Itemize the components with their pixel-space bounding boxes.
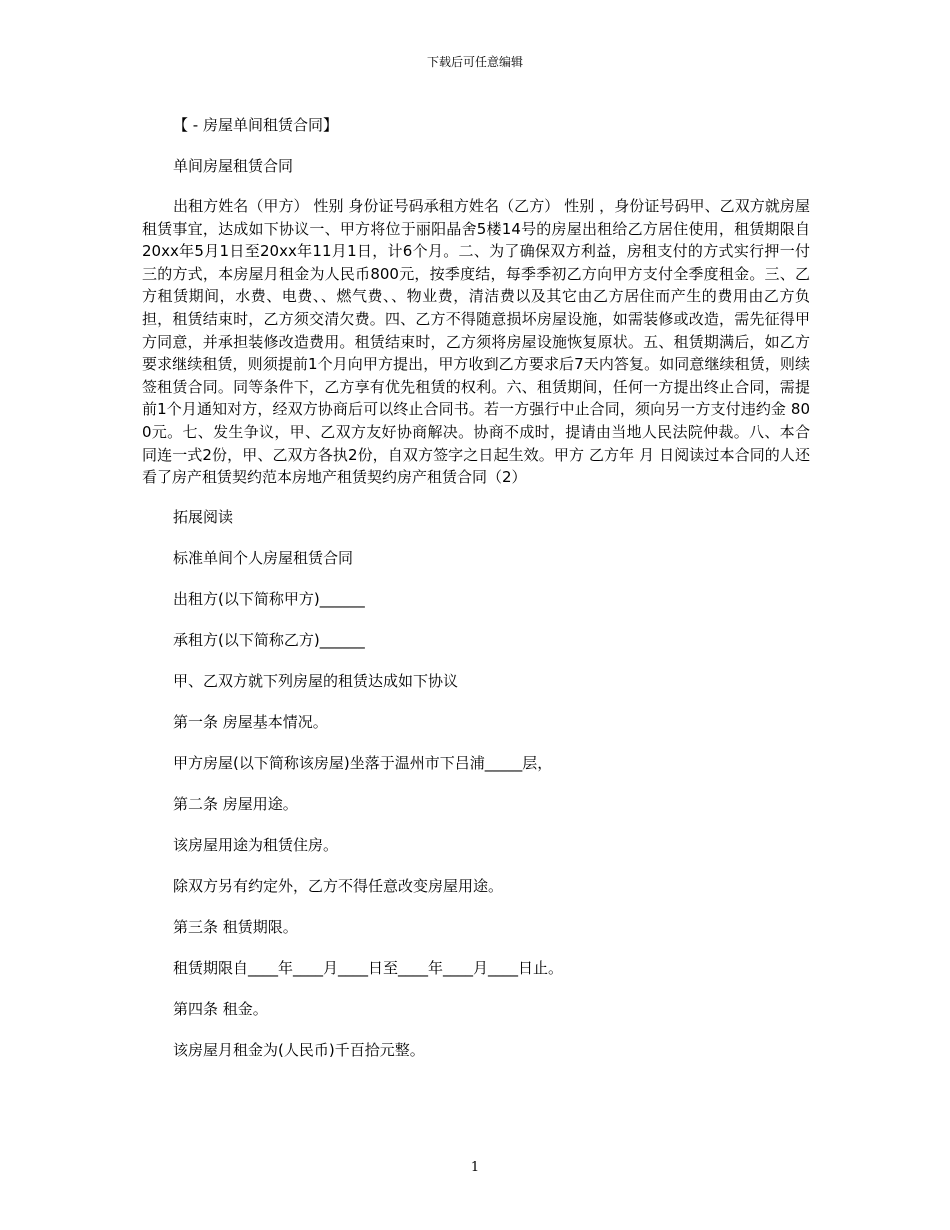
article-1-title: 第一条 房屋基本情况。	[173, 712, 328, 731]
article-1-text: 甲方房屋(以下简称该房屋)坐落于温州市下吕浦_____层，	[173, 753, 553, 772]
lessor-line: 出租方(以下简称甲方)______	[173, 589, 365, 608]
article-2-text-2: 除双方另有约定外，乙方不得任意改变房屋用途。	[173, 876, 504, 895]
document-subtitle: 单间房屋租赁合同	[173, 157, 294, 175]
contract-body-paragraph: 出租方姓名（甲方） 性别 身份证号码承租方姓名（乙方） 性别 ，身份证号码甲、乙双方就房屋租赁事宜，达成如下协议一、甲方将位于丽阳晶舍5楼14号的房屋出租给乙方居住使用，租赁期限自20xx年5月1日至20xx年11月1日，计6个月。二、为了确保双方利益，房租支付的方式实行押一付三的方式，本房屋月租金为人民币800元，按季度结，每季季初乙方向甲方支付全季度租金。三、乙方租赁期间，水费、电费、、燃气费、、物业费，清洁费以及其它由乙方居住而产生的费用由乙方负担，租赁结束时，乙方须交清欠费。四、乙方不得随意损坏房屋设施，如需装修或改造，需先征得甲方同意，并承担装修改造费用。租赁结束时，乙方须将房屋设施恢复原状。五、租赁期满后，如乙方要求继续租赁，则须提前1个月向甲方提出，甲方收到乙方要求后7天内答复。如同意继续租赁，则续签租赁合同。同等条件下，乙方享有优先租赁的权利。六、租赁期间，任何一方提出终止合同，需提前1个月通知对方，经双方协商后可以终止合同书。若一方强行中止合同，须向另一方支付违约金 800元。七、发生争议，甲、乙双方友好协商解决。协商不成时，提请由当地人民法院仲裁。八、本合同连一式2份，甲、乙双方各执2份，自双方签字之日起生效。甲方 乙方年 月 日阅读过本合同的人还看了房产租赁契约范本房地产租赁契约房产租赁合同（2）	[142, 197, 810, 487]
article-2-text-1: 该房屋用途为租赁住房。	[173, 835, 339, 854]
document-heading: 【 - 房屋单间租赁合同】	[173, 116, 338, 134]
page-header: 下载后可任意编辑	[426, 55, 523, 69]
agreement-line: 甲、乙双方就下列房屋的租赁达成如下协议	[173, 671, 459, 690]
article-2-title: 第二条 房屋用途。	[173, 794, 298, 813]
article-4-text: 该房屋月租金为(人民币)千百拾元整。	[173, 1040, 425, 1059]
article-4-title: 第四条 租金。	[173, 999, 268, 1018]
article-3-title: 第三条 租赁期限。	[173, 917, 298, 936]
extended-reading-label: 拓展阅读	[173, 507, 234, 526]
article-3-text: 租赁期限自____年____月____日至____年____月____日止。	[173, 958, 564, 977]
page-number: 1	[470, 1160, 480, 1175]
standard-contract-title: 标准单间个人房屋租赁合同	[173, 548, 354, 567]
lessee-line: 承租方(以下简称乙方)______	[173, 630, 365, 649]
document-body	[142, 112, 810, 1063]
